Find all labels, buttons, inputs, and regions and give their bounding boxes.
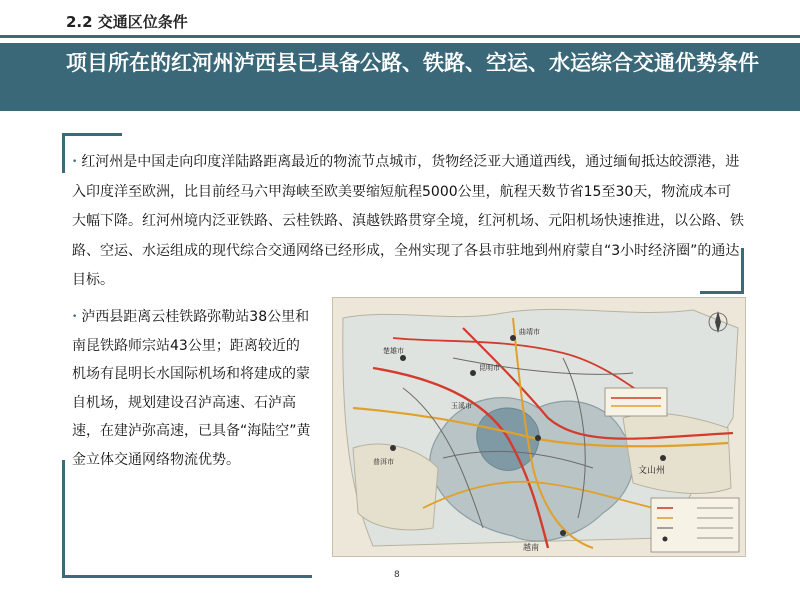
- paragraph-luxi-transport: [72, 303, 312, 474]
- map-label-vietnam: 越南: [523, 543, 539, 552]
- transport-map-image: [332, 297, 746, 557]
- bracket-top-left-vertical: [62, 133, 65, 173]
- bracket-bottom-left-vertical: [62, 460, 65, 578]
- bullet-icon: •: [72, 157, 78, 167]
- map-label-kunming: 昆明市: [479, 364, 500, 372]
- city-marker: [660, 455, 666, 461]
- city-marker: [390, 445, 396, 451]
- transport-map-svg: [333, 298, 745, 556]
- city-marker: [400, 355, 406, 361]
- city-marker: [535, 435, 541, 441]
- bracket-bottom-left-horizontal: [62, 575, 312, 578]
- paragraph-2-text: 泸西县距离云桂铁路弥勒站38公里和南昆铁路师宗站43公里；距离较近的机场有昆明长水国际机场和将建成的蒙自机场，规划建设召泸高速、石泸高速，在建泸弥高速，已具备“海陆空”黄金立体交通网络物流优势。: [72, 309, 311, 468]
- map-label-wenshan: 文山州: [638, 466, 666, 476]
- city-marker: [560, 530, 566, 536]
- paragraph-1-text: 红河州是中国走向印度洋陆路距离最近的物流节点城市，货物经泛亚大通道西线，通过缅甸抵达皎漂港，进入印度洋至欧洲，比目前经马六甲海峡至欧美要缩短航程5000公里，航程天数节省15至30天，物流成本可大幅下降。红河州境内泛亚铁路、云桂铁路、滇越铁路贯穿全境，红河机场、元阳机场快速推进，以公路、铁路、空运、水运组成的现代综合交通网络已经形成，全州实现了各县市驻地到州府蒙自“3小时经济圈”的通达目标。: [72, 154, 744, 288]
- map-label-yuxi: 玉溪市: [451, 402, 472, 410]
- map-inset-box: [605, 388, 667, 416]
- bracket-top-left-horizontal: [62, 133, 122, 136]
- header-divider: [0, 35, 800, 38]
- page-title: 项目所在的红河州泸西县已具备公路、铁路、空运、水运综合交通优势条件: [66, 51, 759, 75]
- bullet-icon: •: [72, 312, 78, 322]
- page-number: 8: [394, 570, 400, 580]
- city-marker: [470, 370, 476, 376]
- map-legend: [651, 498, 739, 552]
- wenshan-area: [623, 413, 731, 493]
- city-marker: [510, 335, 516, 341]
- legend-city-swatch: [663, 537, 668, 542]
- map-label-chuxiong: 楚雄市: [383, 347, 404, 355]
- section-label: 2.2 交通区位条件: [66, 13, 188, 31]
- map-label-qujing: 曲靖市: [519, 328, 540, 336]
- paragraph-honghe-logistics: [72, 148, 744, 296]
- map-label-puer: 普洱市: [373, 458, 394, 466]
